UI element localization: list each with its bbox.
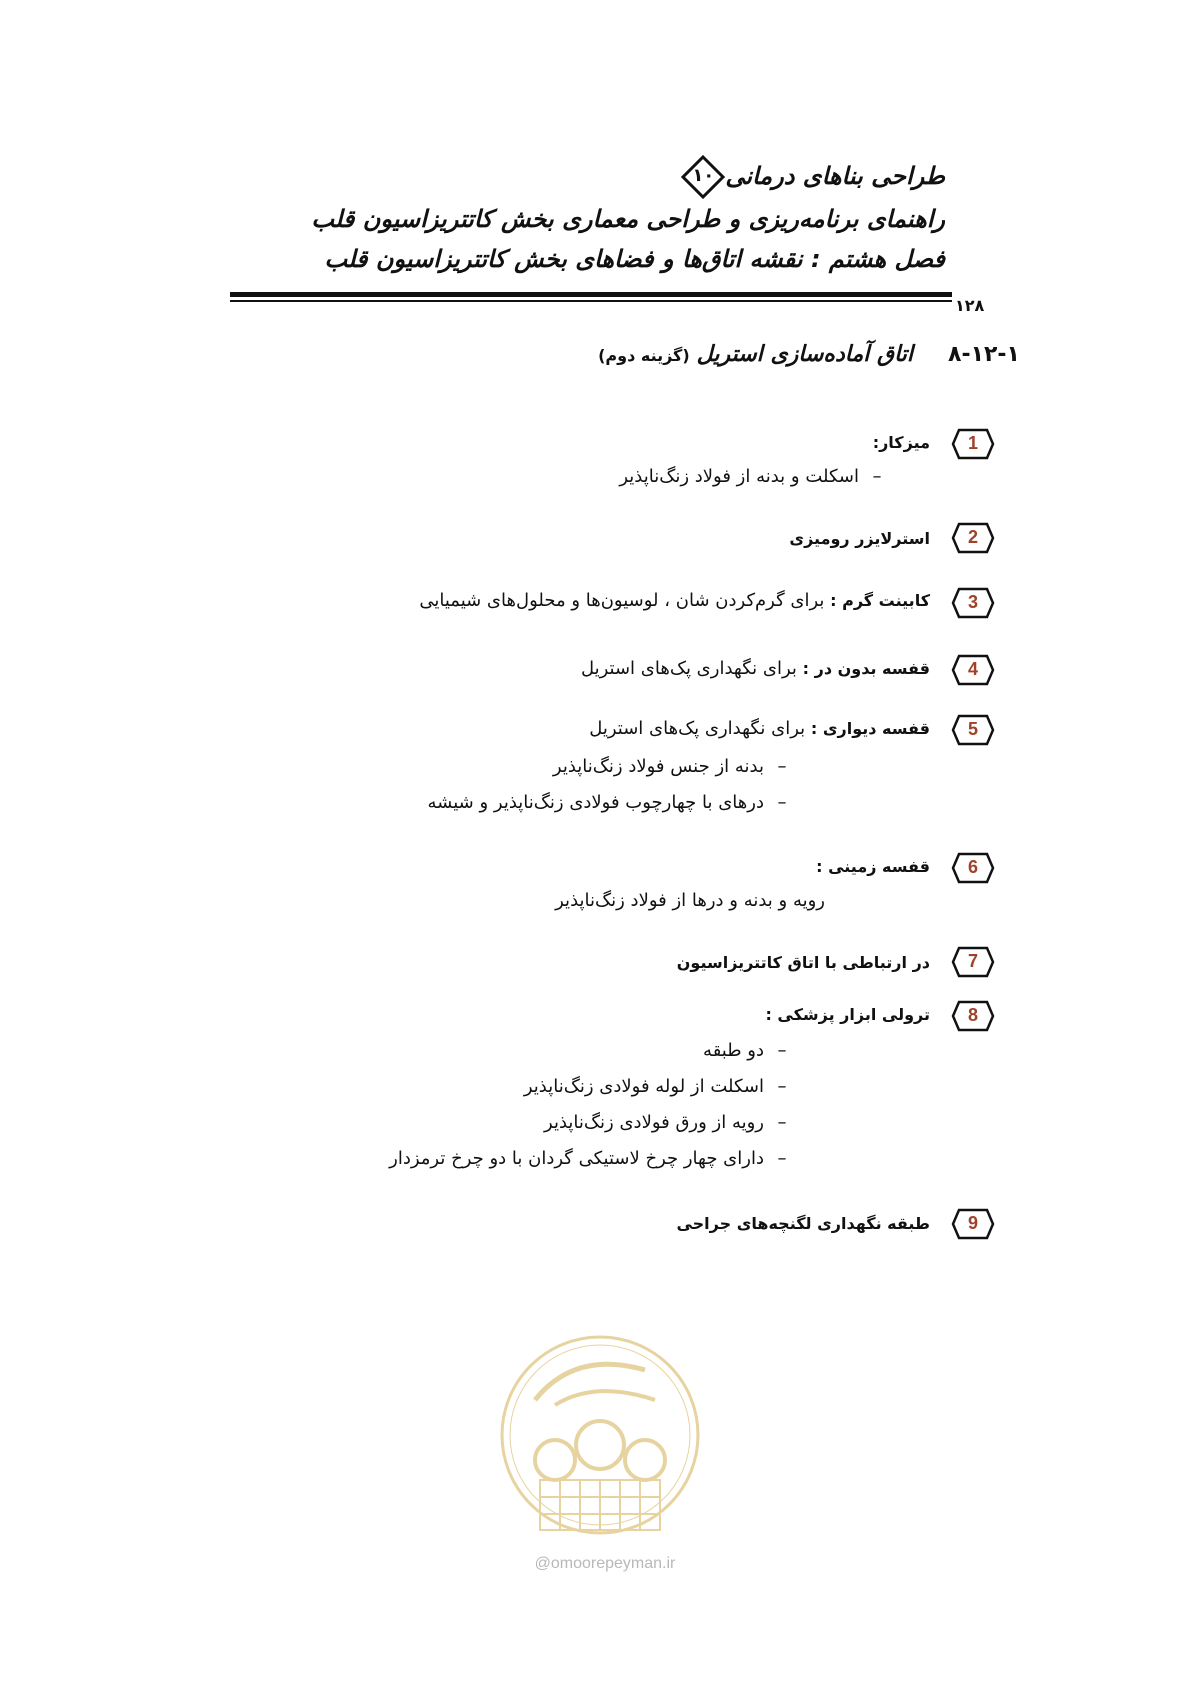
item-label: استرلایزر رومیزی: [789, 529, 930, 548]
item-1: [873, 432, 930, 453]
item-label: ترولی ابزار پزشکی :: [765, 1005, 930, 1024]
item-2: [789, 528, 930, 549]
item-label: قفسه بدون در :: [802, 659, 930, 678]
item-label: طبقه نگهداری لگنچه‌های جراحی: [676, 1214, 930, 1233]
chapter-title: فصل هشتم : نقشه اتاق‌ها و فضاهای بخش کاتتریزاسیون قلب: [324, 245, 945, 273]
watermark-logo: [495, 1330, 705, 1580]
item-badge-6: 6: [951, 852, 995, 884]
header-rule: [230, 292, 952, 297]
guide-title: راهنمای برنامه‌ریزی و طراحی معماری بخش کاتتریزاسیون قلب: [311, 205, 945, 233]
section-title: اتاق آماده‌سازی استریل: [696, 342, 914, 367]
item-badge-7: 7: [951, 946, 995, 978]
item-label: کابینت گرم :: [830, 591, 930, 610]
item-badge-1: 1: [951, 428, 995, 460]
item-badge-8: 8: [951, 1000, 995, 1032]
item-7: [677, 952, 930, 973]
page-number: ۱۲۸: [955, 296, 985, 315]
item-label: قفسه زمینی :: [816, 857, 930, 876]
sub-item: –اسکلت از لوله فولادی زنگ‌ناپذیر: [523, 1076, 787, 1097]
item-text: برای نگهداری پک‌های استریل: [580, 658, 797, 679]
book-title: طراحی بناهای درمانی ۱۰: [677, 155, 945, 199]
item-text: برای نگهداری پک‌های استریل: [589, 718, 806, 739]
item-9: [676, 1213, 930, 1234]
item-badge-4: 4: [951, 654, 995, 686]
item-badge-5: 5: [951, 714, 995, 746]
section-number: ۸-۱۲-۱: [948, 342, 1020, 367]
item-8: [765, 1004, 930, 1025]
item-6: [816, 856, 930, 877]
item-label: قفسه دیواری :: [810, 719, 930, 738]
header-rule-thin: [230, 300, 952, 302]
chapter-number-badge: ۱۰: [681, 155, 725, 199]
section-heading: [598, 342, 1020, 367]
item-description: رویه و بدنه و درها از فولاد زنگ‌ناپذیر: [555, 890, 825, 911]
item-5: [589, 718, 930, 739]
sub-item: –اسکلت و بدنه از فولاد زنگ‌ناپذیر: [619, 466, 882, 487]
section-subtitle: (گزینه دوم): [598, 346, 690, 365]
item-badge-9: 9: [951, 1208, 995, 1240]
item-3: [419, 590, 930, 611]
item-badge-3: 3: [951, 587, 995, 619]
sub-item: –دو طبقه: [703, 1040, 787, 1061]
item-text: برای گرم‌کردن شان ، لوسیون‌ها و محلول‌های شیمیایی: [419, 590, 825, 611]
item-label: در ارتباطی با اتاق کاتتریزاسیون: [676, 953, 930, 972]
sub-item: –بدنه از جنس فولاد زنگ‌ناپذیر: [552, 756, 787, 777]
watermark-url: @omoorepeyman.ir: [534, 1555, 676, 1572]
item-4: [581, 658, 930, 679]
sub-item: –رویه از ورق فولادی زنگ‌ناپذیر: [544, 1112, 787, 1133]
sub-item: –دارای چهار چرخ لاستیکی گردان با دو چرخ ترمزدار: [389, 1148, 787, 1169]
item-label: میزکار:: [872, 433, 930, 452]
item-badge-2: 2: [951, 522, 995, 554]
sub-item: –درهای با چهارچوب فولادی زنگ‌ناپذیر و شیشه: [427, 792, 787, 813]
